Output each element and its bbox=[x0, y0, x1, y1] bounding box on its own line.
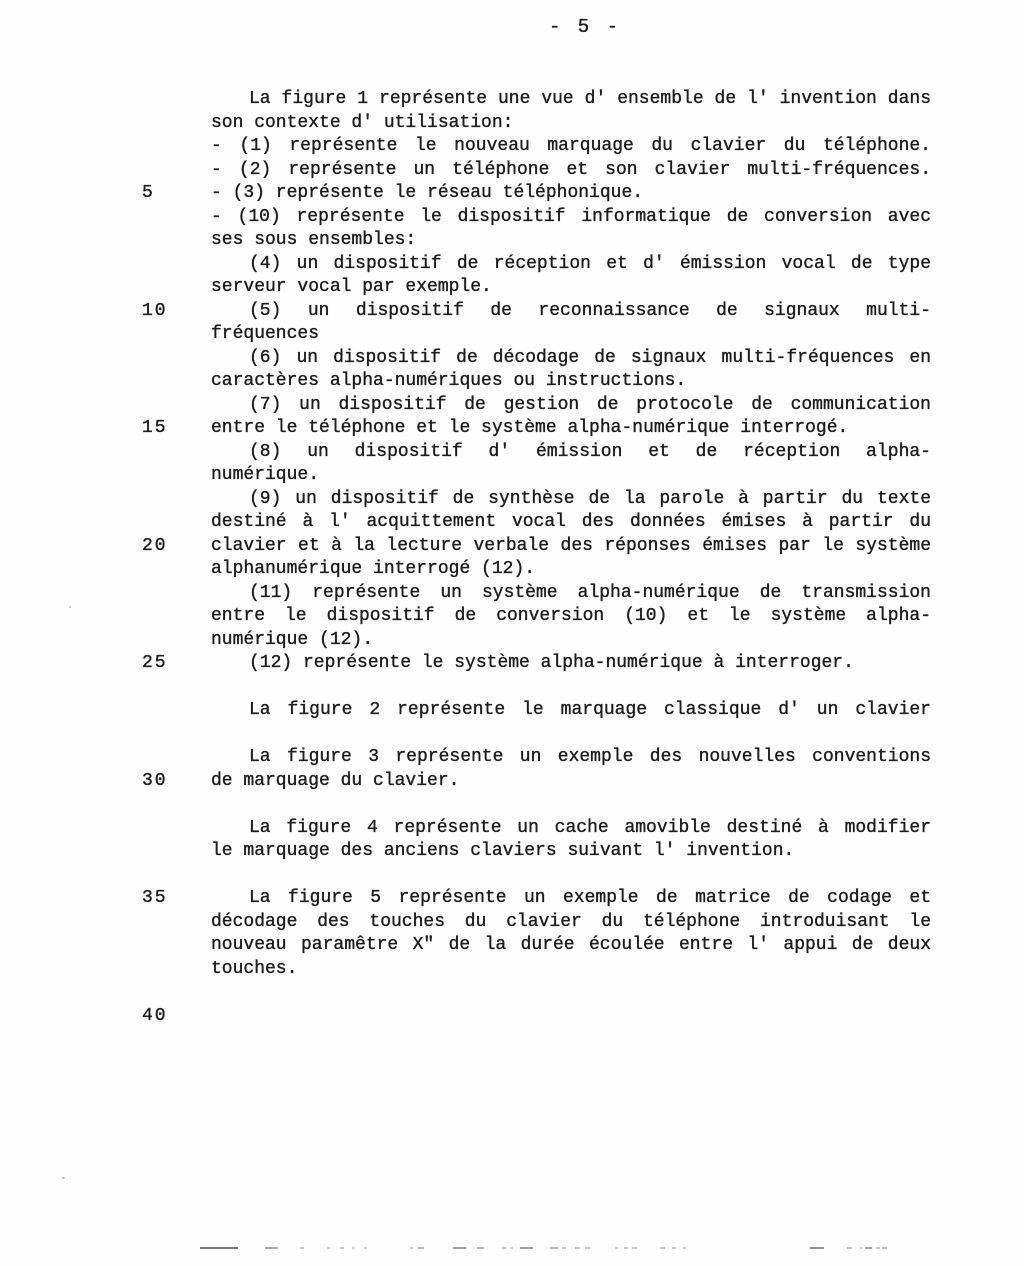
text-line: destiné à l' acquittement vocal des données émises à partir du bbox=[211, 512, 931, 532]
text-line: le marquage des anciens claviers suivant l' invention. bbox=[211, 841, 795, 861]
text-line: de marquage du clavier. bbox=[211, 770, 460, 791]
text-line: nouveau paramêtre X" de la durée écoulée entre l' appui de deux bbox=[211, 935, 931, 955]
text-line: entre le téléphone et le système alpha-numérique interrogé. bbox=[211, 418, 849, 438]
text-line: (7) un dispositif de gestion de protocole de communication bbox=[249, 394, 931, 415]
line-number: 10 bbox=[142, 300, 168, 321]
line-number: 35 bbox=[142, 888, 168, 908]
scan-artifact-dash bbox=[847, 1247, 852, 1249]
text-line: La figure 4 représente un cache amovible destiné à modifier bbox=[249, 817, 931, 838]
scan-artifact-dash bbox=[672, 1247, 676, 1249]
scan-artifact-dash bbox=[352, 1247, 355, 1249]
line-number: 25 bbox=[142, 653, 168, 673]
line-number: 15 bbox=[142, 418, 168, 438]
scan-artifact-line bbox=[0, 1246, 1024, 1250]
text-line: (6) un dispositif de décodage de signaux multi-fréquences en bbox=[249, 347, 931, 368]
text-line: serveur vocal par exemple. bbox=[211, 277, 492, 297]
text-line: La figure 1 représente une vue d' ensemble de l' invention dans bbox=[249, 89, 931, 109]
text-line: numérique (12). bbox=[211, 629, 374, 650]
text-line: La figure 2 représente le marquage classique d' un clavier bbox=[249, 700, 931, 720]
text-line: numérique. bbox=[211, 465, 320, 485]
scan-artifact-dash bbox=[410, 1247, 413, 1249]
scan-artifact-dash bbox=[502, 1247, 506, 1249]
line-number: 20 bbox=[142, 535, 168, 556]
text-line: - (3) représente le réseau téléphonique. bbox=[211, 183, 644, 203]
scan-artifact-dash bbox=[660, 1247, 665, 1249]
scan-speck bbox=[62, 1177, 65, 1179]
text-line: clavier et à la lecture verbale des réponses émises par le système bbox=[211, 535, 931, 556]
scan-artifact-dash bbox=[364, 1247, 367, 1249]
scan-artifact-dash bbox=[327, 1247, 330, 1249]
line-number: 30 bbox=[142, 770, 168, 791]
line-number-gutter bbox=[142, 88, 182, 1048]
text-line: son contexte d' utilisation: bbox=[211, 112, 514, 133]
scan-artifact-dash bbox=[520, 1247, 533, 1249]
text-line: alphanumérique interrogé (12). bbox=[211, 559, 536, 579]
scan-artifact-dash bbox=[200, 1247, 238, 1249]
scan-artifact-dash bbox=[418, 1247, 424, 1249]
text-line: fréquences bbox=[211, 324, 320, 344]
scan-artifact-dash bbox=[860, 1247, 862, 1249]
text-line: (9) un dispositif de synthèse de la parole à partir du texte bbox=[249, 488, 931, 509]
text-line: (5) un dispositif de reconnaissance de signaux multi- bbox=[249, 300, 931, 321]
text-line: - (2) représente un téléphone et son clavier multi-fréquences. bbox=[211, 159, 931, 180]
scan-artifact-dash bbox=[810, 1247, 824, 1249]
text-line: (4) un dispositif de réception et d' émission vocal de type bbox=[249, 253, 931, 274]
scan-artifact-dash bbox=[683, 1247, 686, 1249]
text-line: (11) représente un système alpha-numérique de transmission bbox=[249, 582, 931, 603]
text-line: - (1) représente le nouveau marquage du clavier du téléphone. bbox=[211, 136, 931, 156]
scan-artifact-dash bbox=[575, 1247, 580, 1249]
scan-artifact-dash bbox=[340, 1247, 344, 1249]
scan-artifact-dash bbox=[510, 1247, 513, 1249]
text-line: - (10) représente le dispositif informatique de conversion avec bbox=[211, 206, 931, 227]
text-line: touches. bbox=[211, 958, 298, 979]
scan-artifact-dash bbox=[876, 1247, 880, 1249]
text-line: La figure 3 représente un exemple des nouvelles conventions bbox=[249, 747, 931, 767]
scan-speck bbox=[69, 606, 71, 608]
scan-artifact-dash bbox=[265, 1247, 278, 1249]
text-line: (8) un dispositif d' émission et de réception alpha- bbox=[249, 441, 931, 462]
scan-artifact-dash bbox=[624, 1247, 628, 1249]
line-number: 5 bbox=[142, 183, 155, 203]
text-line: entre le dispositif de conversion (10) et le système alpha- bbox=[211, 606, 931, 626]
page-number: - 5 - bbox=[548, 16, 621, 38]
text-line: La figure 5 représente un exemple de matrice de codage et bbox=[249, 888, 931, 908]
text-line: caractères alpha-numériques ou instructions. bbox=[211, 371, 687, 391]
text-line: ses sous ensembles: bbox=[211, 230, 417, 250]
scan-artifact-dash bbox=[300, 1247, 304, 1249]
scan-artifact-dash bbox=[562, 1247, 566, 1249]
scan-artifact-dash bbox=[550, 1247, 558, 1249]
document-body-text bbox=[211, 88, 931, 1048]
scan-artifact-dash bbox=[615, 1247, 618, 1249]
scan-artifact-dash bbox=[477, 1247, 484, 1249]
scan-artifact-dash bbox=[882, 1247, 887, 1249]
text-line: (12) représente le système alpha-numérique à interroger. bbox=[249, 653, 854, 673]
scan-artifact-dash bbox=[632, 1247, 637, 1249]
scan-artifact-dash bbox=[865, 1247, 872, 1249]
scan-artifact-dash bbox=[585, 1247, 590, 1249]
scan-artifact-dash bbox=[453, 1247, 466, 1249]
text-line: décodage des touches du clavier du téléphone introduisant le bbox=[211, 911, 931, 932]
line-number: 40 bbox=[142, 1005, 168, 1026]
